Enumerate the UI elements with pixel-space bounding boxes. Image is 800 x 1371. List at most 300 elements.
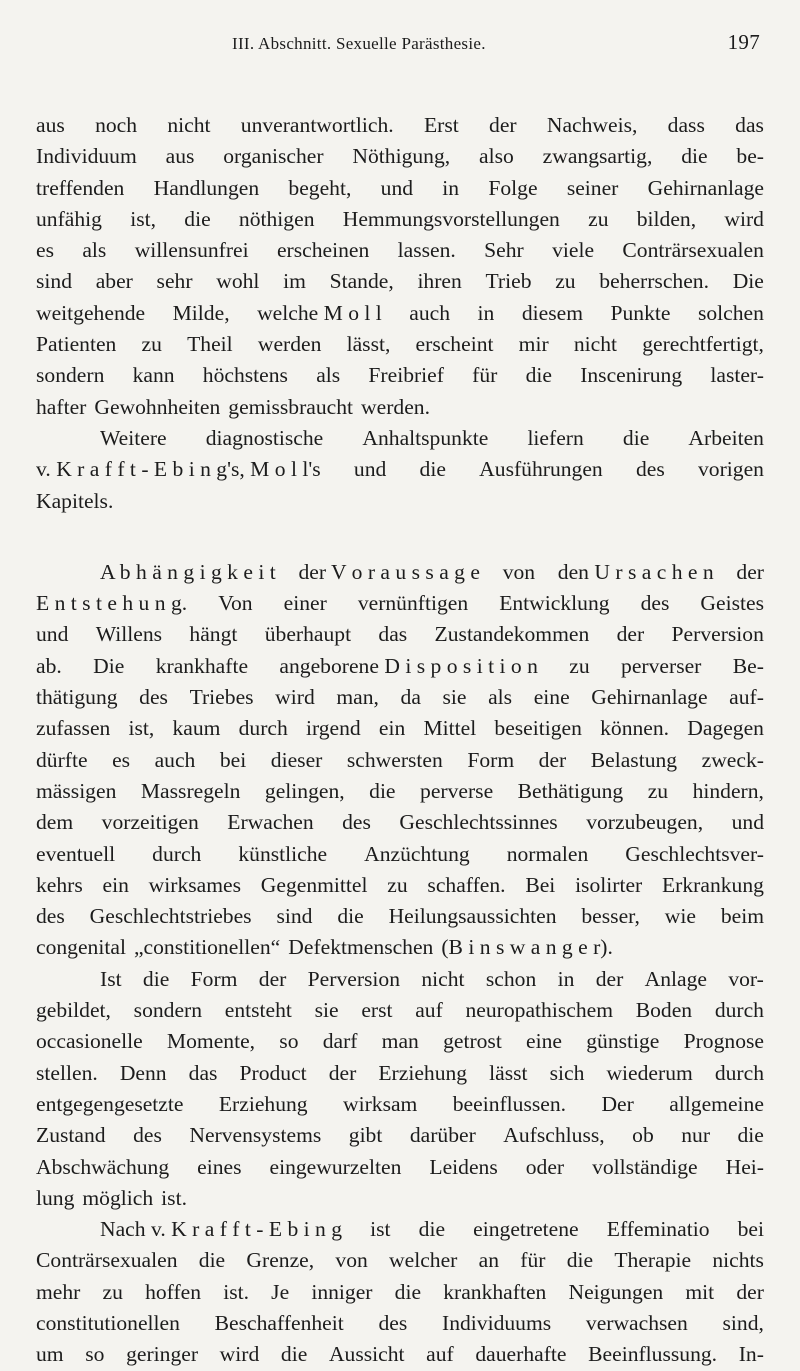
word: diagnostische xyxy=(205,425,324,450)
word: die xyxy=(184,206,211,231)
word: bei xyxy=(737,1217,764,1242)
word: wiederum xyxy=(606,1060,693,1085)
word: durch xyxy=(238,716,288,741)
text-line xyxy=(36,1120,764,1151)
word: auf xyxy=(426,1342,454,1367)
word: perverser xyxy=(621,653,702,678)
word: das xyxy=(378,622,408,647)
text-line xyxy=(36,776,764,807)
word: Punkte xyxy=(610,300,671,325)
text-line xyxy=(36,1026,764,1057)
word: auf xyxy=(415,998,443,1023)
word: Hei- xyxy=(725,1154,764,1179)
word: gerechtfertigt, xyxy=(642,332,764,357)
word: aus xyxy=(165,144,195,169)
word: „constitionellen“ xyxy=(133,935,281,960)
word: vorigen xyxy=(697,457,764,482)
text-line xyxy=(36,1058,764,1089)
running-head xyxy=(36,30,764,66)
word: ist, xyxy=(130,206,157,231)
word: Ausführungen xyxy=(479,457,603,482)
word: ab. xyxy=(36,653,62,678)
word: gemissbraucht xyxy=(228,394,354,419)
word: günstige xyxy=(586,1029,660,1054)
word: v. K r a f f t - E b i n g's, M o l l's xyxy=(36,457,321,482)
word: entsteht xyxy=(224,998,292,1023)
word: Abschwächung xyxy=(36,1154,170,1179)
word: Bethätigung xyxy=(517,778,624,803)
word: in xyxy=(477,300,495,325)
word: des xyxy=(133,1123,162,1148)
text-line xyxy=(36,392,764,423)
word: erscheinen xyxy=(276,238,370,263)
word: sind xyxy=(36,269,72,294)
word: Belastung xyxy=(590,747,678,772)
word: mit xyxy=(685,1279,715,1304)
word: normalen xyxy=(506,841,589,866)
word: wird xyxy=(724,206,764,231)
word: Grenze, xyxy=(246,1248,315,1273)
word: ihren xyxy=(417,269,462,294)
word: treffenden xyxy=(36,175,125,200)
word: Bei xyxy=(525,872,556,897)
word: nicht xyxy=(421,966,465,991)
word: weitgehende xyxy=(36,300,146,325)
word: aber xyxy=(95,269,133,294)
text-line xyxy=(36,839,764,870)
word: vorzeitigen xyxy=(101,810,199,835)
word: wird xyxy=(219,1342,260,1367)
word: es xyxy=(112,747,131,772)
text-line xyxy=(36,1183,764,1214)
word: Geistes xyxy=(700,591,764,616)
word: Erkrankung xyxy=(661,872,764,897)
word: und xyxy=(36,622,69,647)
word: dauerhafte xyxy=(475,1342,567,1367)
word: angeborene D i s p o s i t i o n xyxy=(279,653,538,678)
word: das xyxy=(735,113,764,137)
word: willensunfrei xyxy=(134,238,249,263)
word: A b h ä n g i g k e i t xyxy=(100,559,276,584)
word: Theil xyxy=(187,332,233,357)
word: durch xyxy=(152,841,202,866)
word: als xyxy=(488,685,513,710)
word: Inscenirung xyxy=(580,363,683,388)
word: Erziehung xyxy=(378,1060,468,1085)
word: wird xyxy=(275,685,315,710)
word: gelingen, xyxy=(264,778,345,803)
word: Conträrsexualen xyxy=(622,238,764,263)
word: sich xyxy=(549,1060,585,1085)
word: Nervensystems xyxy=(189,1123,322,1148)
text-line xyxy=(36,1152,764,1183)
word: den U r s a c h e n xyxy=(557,559,714,584)
word: Perversion xyxy=(307,966,401,991)
word: Erwachen xyxy=(227,810,314,835)
word: erscheint xyxy=(415,332,494,357)
word: sondern xyxy=(36,363,105,388)
text-line xyxy=(36,619,764,650)
word: Triebes xyxy=(189,685,254,710)
word: entgegengesetzte xyxy=(36,1091,184,1116)
word: aus xyxy=(36,113,65,137)
word: es xyxy=(36,238,54,263)
word: eines xyxy=(197,1154,242,1179)
word: dürfte xyxy=(36,747,88,772)
word: Nachweis, xyxy=(546,113,638,137)
text-line xyxy=(36,1339,764,1370)
word: noch xyxy=(95,113,138,137)
text-line xyxy=(36,141,764,172)
word: und xyxy=(380,175,414,200)
word: Heilungsaussichten xyxy=(388,904,557,929)
word: vorzubeugen, xyxy=(586,810,704,835)
word: erst xyxy=(361,998,393,1023)
word: beim xyxy=(720,904,764,929)
page-number: 197 xyxy=(727,30,760,54)
word: in xyxy=(442,175,460,200)
word: von xyxy=(502,559,536,584)
word: krankhaften xyxy=(443,1279,547,1304)
word: auch xyxy=(409,300,451,325)
text-line xyxy=(36,1245,764,1276)
word: (B i n s w a n g e r). xyxy=(441,935,613,960)
word: Gehirnanlage xyxy=(591,685,708,710)
word: Kapitels. xyxy=(36,488,114,513)
word: eingewurzelten xyxy=(269,1154,402,1179)
word: des xyxy=(378,1310,408,1335)
word: Arbeiten xyxy=(688,425,764,450)
word: zu xyxy=(555,269,576,294)
word: Je xyxy=(271,1279,290,1304)
paragraph-gap xyxy=(36,517,764,557)
word: nichts xyxy=(712,1248,764,1273)
word: überhaupt xyxy=(264,622,352,647)
word: zweck- xyxy=(701,747,764,772)
word: lässt, xyxy=(346,332,391,357)
word: perverse xyxy=(420,778,494,803)
word: Geschlechtssinnes xyxy=(399,810,558,835)
word: Nöthigung, xyxy=(352,144,451,169)
word: wirksames xyxy=(148,872,242,897)
text-line xyxy=(36,901,764,932)
word: zu xyxy=(647,778,669,803)
word: vollständige xyxy=(592,1154,698,1179)
text-line xyxy=(36,651,764,682)
text-line xyxy=(36,870,764,901)
word: Denn xyxy=(119,1060,167,1085)
word: Stande, xyxy=(329,269,394,294)
word: ein xyxy=(378,716,406,741)
text-line xyxy=(36,682,764,713)
word: irgend xyxy=(305,716,361,741)
word: Form xyxy=(467,747,515,772)
word: Entwicklung xyxy=(499,591,610,616)
word: die xyxy=(394,1279,422,1304)
word: höchstens xyxy=(202,363,288,388)
word: kehrs xyxy=(36,872,83,897)
word: occasionelle xyxy=(36,1029,143,1054)
word: der xyxy=(328,1060,357,1085)
word: Aussicht xyxy=(328,1342,405,1367)
word: bei xyxy=(219,747,247,772)
word: viele xyxy=(552,238,595,263)
word: einer xyxy=(283,591,327,616)
word: ist. xyxy=(223,1279,250,1304)
word: Folge xyxy=(488,175,538,200)
word: Von xyxy=(218,591,253,616)
word: stellen. xyxy=(36,1060,98,1085)
word: werden xyxy=(257,332,322,357)
word: zu xyxy=(588,206,609,231)
word: Boden xyxy=(635,998,693,1023)
word: schwersten xyxy=(346,747,443,772)
word: als xyxy=(82,238,107,263)
word: dass xyxy=(667,113,705,137)
text-line xyxy=(36,110,764,141)
word: die xyxy=(142,966,170,991)
text-line xyxy=(36,588,764,619)
word: eine xyxy=(526,1029,563,1054)
word: seiner xyxy=(566,175,619,200)
word: bilden, xyxy=(636,206,697,231)
word: wie xyxy=(664,904,696,929)
word: eventuell xyxy=(36,841,116,866)
word: Handlungen xyxy=(153,175,260,200)
word: die xyxy=(418,1217,446,1242)
word: vernünftigen xyxy=(357,591,469,616)
word: der xyxy=(736,1279,764,1304)
text-line xyxy=(36,235,764,266)
word: kann xyxy=(132,363,175,388)
word: Prognose xyxy=(683,1029,764,1054)
word: sind, xyxy=(722,1310,764,1335)
word: auf- xyxy=(729,685,764,710)
word: ob xyxy=(632,1123,654,1148)
word: welcher xyxy=(389,1248,458,1273)
word: sie xyxy=(314,998,339,1023)
word: Gegenmittel xyxy=(260,872,368,897)
word: durch xyxy=(714,998,764,1023)
word: lassen. xyxy=(397,238,456,263)
word: künstliche xyxy=(238,841,328,866)
word: Freibrief xyxy=(368,363,444,388)
word: nöthigen xyxy=(238,206,315,231)
word: mir xyxy=(518,332,549,357)
word: Be- xyxy=(732,653,764,678)
word: Trieb xyxy=(485,269,532,294)
text-line xyxy=(36,360,764,391)
word: Anhaltspunkte xyxy=(362,425,489,450)
word: eingetretene xyxy=(473,1217,579,1242)
word: Nach v. K r a f f t - E b i n g xyxy=(100,1217,343,1242)
word: wohl xyxy=(216,269,260,294)
word: hoffen xyxy=(145,1279,202,1304)
word: ist xyxy=(370,1217,391,1242)
word: Geschlechtsver- xyxy=(625,841,764,866)
word: schon xyxy=(485,966,537,991)
word: zufassen xyxy=(36,716,111,741)
word: Perversion xyxy=(671,622,764,647)
word: neuropathischem xyxy=(465,998,614,1023)
word: getrost xyxy=(443,1029,502,1054)
word: ein xyxy=(102,872,129,897)
word: im xyxy=(283,269,306,294)
text-line xyxy=(36,964,764,995)
text-line xyxy=(36,329,764,360)
word: darf xyxy=(322,1029,358,1054)
word: constitutionellen xyxy=(36,1310,180,1335)
word: isolirter xyxy=(575,872,643,897)
word: des xyxy=(139,685,168,710)
word: Defektmenschen xyxy=(288,935,434,960)
word: zu xyxy=(102,1279,123,1304)
word: der xyxy=(595,966,624,991)
section-heading-line xyxy=(36,557,764,588)
word: und xyxy=(731,810,764,835)
word: die xyxy=(525,363,552,388)
word: die xyxy=(198,1248,226,1273)
word: nicht xyxy=(573,332,618,357)
word: Therapie xyxy=(614,1248,692,1273)
word: In- xyxy=(738,1342,764,1367)
text-line xyxy=(36,204,764,235)
text-line xyxy=(36,1277,764,1308)
word: sehr xyxy=(156,269,193,294)
word: Die xyxy=(93,653,125,678)
word: verwachsen xyxy=(585,1310,688,1335)
word: die xyxy=(681,144,708,169)
word: da xyxy=(400,685,421,710)
word: Neigungen xyxy=(568,1279,664,1304)
word: das xyxy=(188,1060,218,1085)
word: Gewohnheiten xyxy=(94,394,221,419)
word: krankhafte xyxy=(155,653,249,678)
word: mehr xyxy=(36,1279,81,1304)
word: für xyxy=(472,363,498,388)
word: des xyxy=(635,457,665,482)
word: zu xyxy=(569,653,590,678)
word: organischer xyxy=(223,144,324,169)
word: schaffen. xyxy=(427,872,506,897)
word: zu xyxy=(141,332,162,357)
word: auch xyxy=(154,747,196,772)
word: so xyxy=(279,1029,299,1054)
word: Beeinflussung. xyxy=(588,1342,718,1367)
word: beeinflussen. xyxy=(452,1091,567,1116)
word: Conträrsexualen xyxy=(36,1248,178,1273)
word: inniger xyxy=(311,1279,373,1304)
word: Aufschluss, xyxy=(503,1123,605,1148)
word: Anlage xyxy=(644,966,707,991)
word: unfähig xyxy=(36,206,102,231)
word: die xyxy=(280,1342,308,1367)
word: hindern, xyxy=(692,778,764,803)
word: ist, xyxy=(128,716,155,741)
word: Der xyxy=(601,1091,634,1116)
text-line xyxy=(36,298,764,329)
word: thätigung xyxy=(36,685,118,710)
text-line xyxy=(36,486,764,517)
word: zu xyxy=(387,872,408,897)
word: Momente, xyxy=(166,1029,256,1054)
word: Milde, xyxy=(172,300,230,325)
word: die xyxy=(566,1248,594,1273)
word: Weitere xyxy=(100,425,167,450)
text-line xyxy=(36,1214,764,1245)
word: besser, xyxy=(581,904,640,929)
word: von xyxy=(335,1248,368,1273)
word: dieser xyxy=(270,747,323,772)
text-line xyxy=(36,807,764,838)
text-line xyxy=(36,713,764,744)
word: Erst xyxy=(423,113,459,137)
word: darüber xyxy=(409,1123,476,1148)
word: der xyxy=(489,113,517,137)
text-line xyxy=(36,995,764,1026)
word: zwangsartig, xyxy=(542,144,653,169)
text-line xyxy=(36,745,764,776)
word: Hemmungsvorstellungen xyxy=(342,206,560,231)
word: die xyxy=(337,904,364,929)
word: E n t s t e h u n g. xyxy=(36,591,188,616)
word: welche M o l l xyxy=(257,300,382,325)
text-line xyxy=(36,423,764,454)
word: allgemeine xyxy=(669,1091,764,1116)
word: gibt xyxy=(348,1123,383,1148)
text-line xyxy=(36,932,764,963)
word: oder xyxy=(525,1154,565,1179)
word: man, xyxy=(336,685,379,710)
word: Ist xyxy=(100,966,122,991)
word: vor- xyxy=(728,966,764,991)
word: beseitigen xyxy=(494,716,582,741)
word: laster- xyxy=(710,363,764,388)
word: Massregeln xyxy=(140,778,241,803)
word: Geschlechtstriebes xyxy=(89,904,252,929)
word: also xyxy=(479,144,514,169)
word: hafter xyxy=(36,394,87,419)
word: Individuums xyxy=(442,1310,552,1335)
word: der xyxy=(736,559,764,584)
word: Leidens xyxy=(429,1154,498,1179)
word: hängt xyxy=(189,622,238,647)
word: beherrschen. xyxy=(599,269,709,294)
body-text xyxy=(36,110,764,1371)
word: eine xyxy=(533,685,570,710)
chapter-title: III. Abschnitt. Sexuelle Parästhesie. xyxy=(232,34,486,53)
word: die xyxy=(419,457,446,482)
word: und xyxy=(353,457,387,482)
word: dem xyxy=(36,810,74,835)
word: Zustand xyxy=(36,1123,106,1148)
word: der xyxy=(258,966,287,991)
word: des xyxy=(342,810,371,835)
word: Erziehung xyxy=(218,1091,308,1116)
word: sind xyxy=(276,904,313,929)
text-line xyxy=(36,173,764,204)
word: lung xyxy=(36,1185,75,1210)
word: des xyxy=(36,904,65,929)
word: Individuum xyxy=(36,144,137,169)
word: congenital xyxy=(36,935,126,960)
word: kaum xyxy=(172,716,221,741)
word: wirksam xyxy=(342,1091,418,1116)
word: Willens xyxy=(95,622,163,647)
word: für xyxy=(520,1248,546,1273)
word: ist. xyxy=(161,1185,187,1210)
word: unverantwortlich. xyxy=(240,113,394,137)
